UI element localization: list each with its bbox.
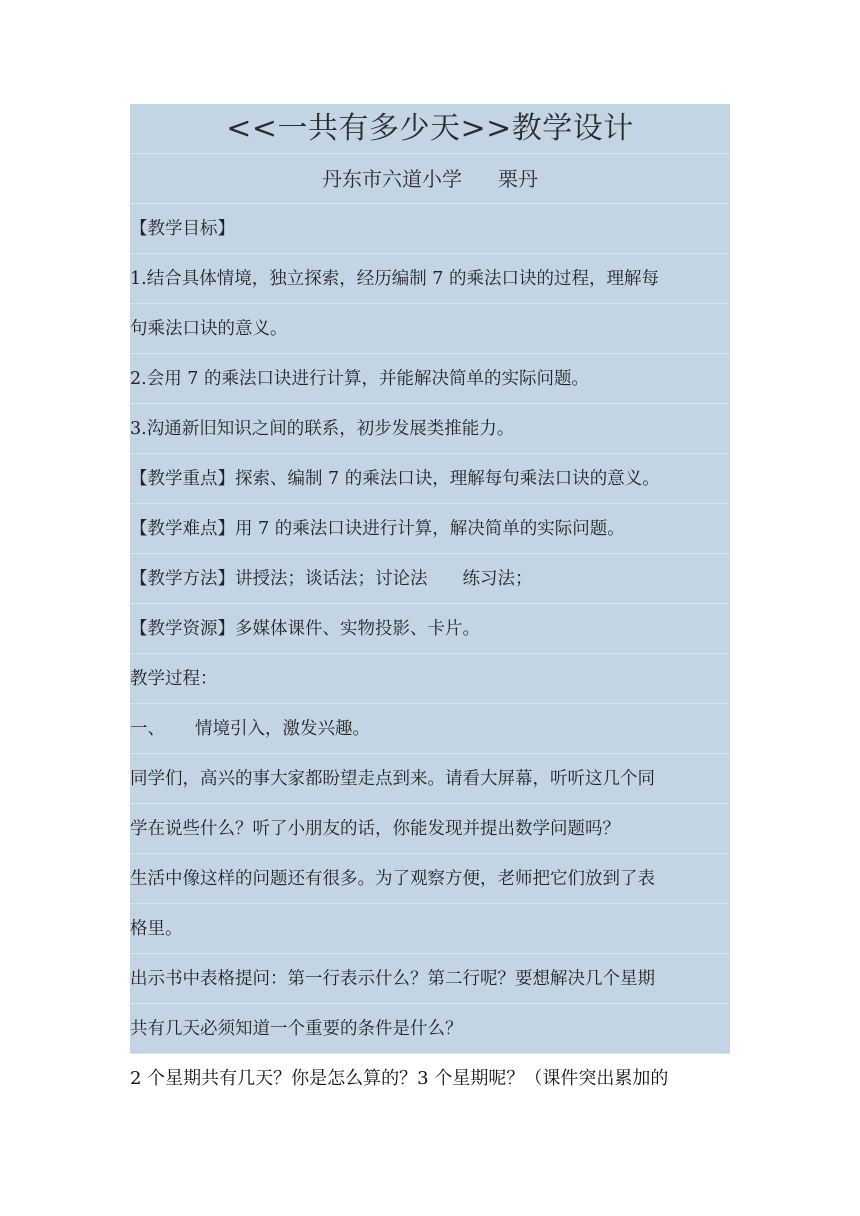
teaching-methods: 【教学方法】讲授法；谈话法；讨论法 练习法； xyxy=(130,554,730,604)
paragraph-4-line-1: 2 个星期共有几天？你是怎么算的？3 个星期呢？（课件突出累加的 xyxy=(130,1068,669,1089)
paragraph-3-line-1: 出示书中表格提问：第一行表示什么？第二行呢？要想解决几个星期 xyxy=(130,954,730,1004)
goal-2: 2.会用 7 的乘法口诀进行计算，并能解决简单的实际问题。 xyxy=(130,354,730,404)
author-line xyxy=(130,154,730,204)
section-one-heading xyxy=(130,704,730,754)
teaching-key-points: 【教学重点】探索、编制 7 的乘法口诀，理解每句乘法口诀的意义。 xyxy=(130,454,730,504)
paragraph-2-line-2: 格里。 xyxy=(130,904,730,954)
teaching-process-heading: 教学过程： xyxy=(130,654,730,704)
teaching-difficulties: 【教学难点】用 7 的乘法口诀进行计算，解决简单的实际问题。 xyxy=(130,504,730,554)
paragraph-1-line-1: 同学们，高兴的事大家都盼望走点到来。请看大屏幕，听听这几个同 xyxy=(130,754,730,804)
teaching-resources: 【教学资源】多媒体课件、实物投影、卡片。 xyxy=(130,604,730,654)
paragraph-3-line-2: 共有几天必须知道一个重要的条件是什么？ xyxy=(130,1004,730,1054)
document-title: <<一共有多少天>>教学设计 xyxy=(130,104,730,154)
goal-1-line-2: 句乘法口诀的意义。 xyxy=(130,304,730,354)
author-name: 栗丹 xyxy=(498,167,538,191)
author-school: 丹东市六道小学 xyxy=(322,167,462,191)
heading-teaching-goals: 【教学目标】 xyxy=(130,204,730,254)
section-one-number: 一、 xyxy=(130,719,165,739)
paragraph-2-line-1: 生活中像这样的问题还有很多。为了观察方便，老师把它们放到了表 xyxy=(130,854,730,904)
section-one-text: 情境引入，激发兴趣。 xyxy=(195,719,370,739)
goal-3: 3.沟通新旧知识之间的联系，初步发展类推能力。 xyxy=(130,404,730,454)
document-page xyxy=(130,104,730,1104)
paragraph-1-line-2: 学在说些什么？听了小朋友的话，你能发现并提出数学问题吗？ xyxy=(130,804,730,854)
goal-1-line-1: 1.结合具体情境，独立探索，经历编制 7 的乘法口诀的过程，理解每 xyxy=(130,254,730,304)
